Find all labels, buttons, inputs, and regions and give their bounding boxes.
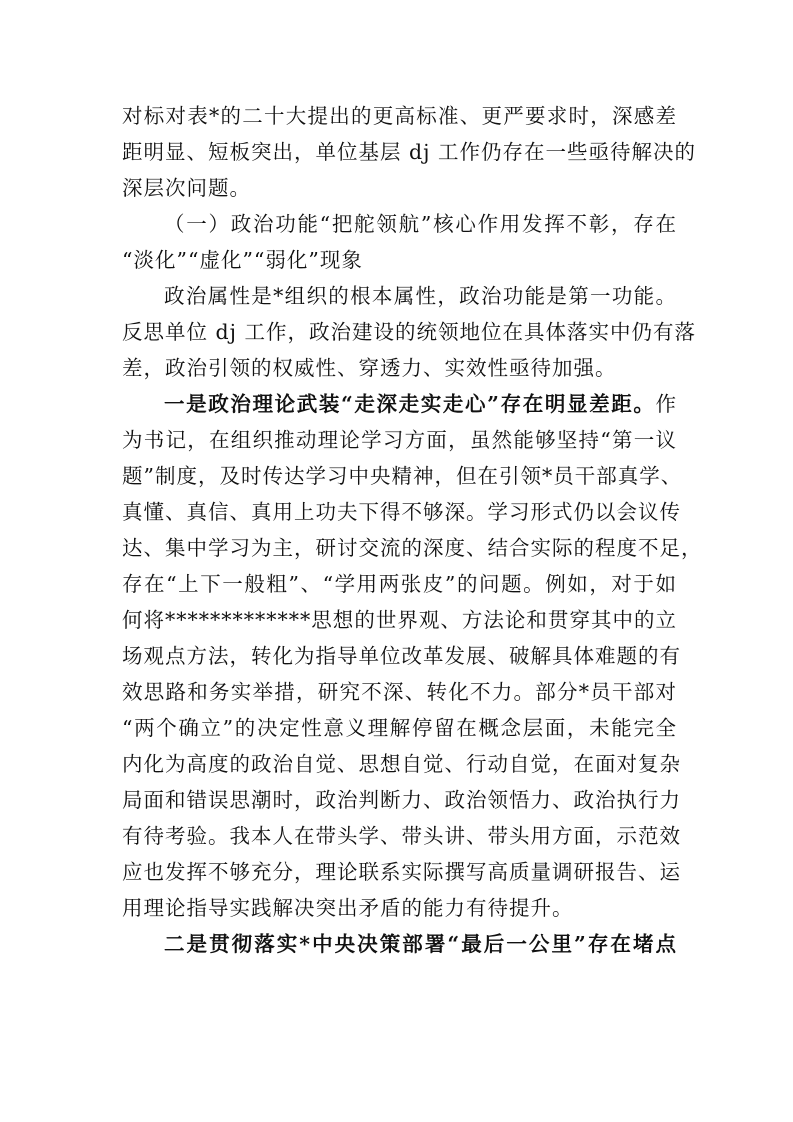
bold-lead-sentence: 二是贯彻落实*中央决策部署“最后一公里”存在堵点 [164, 932, 677, 956]
text-line [122, 566, 677, 602]
text-segment: 对标对表*的二十大提出的更高标准、更严要求时，深感差 [122, 104, 677, 128]
text-segment: 为书记，在组织推动理论学习方面，虽然能够坚持“第一议 [122, 428, 677, 452]
text-line [122, 458, 683, 494]
text-line [122, 710, 677, 746]
text-line [122, 818, 681, 854]
text-line [122, 782, 681, 818]
text-line [122, 278, 677, 314]
text-line [122, 926, 677, 962]
bold-lead-sentence: 一是政治理论武装“走深走实走心”存在明显差距。 [164, 392, 656, 416]
text-line [122, 746, 681, 782]
text-segment: “两个确立”的决定性意义理解停留在概念层面，未能完全 [122, 716, 677, 740]
text-line [122, 674, 677, 710]
text-line [122, 314, 697, 350]
text-line [122, 854, 681, 890]
text-segment: 深层次问题。 [122, 176, 251, 200]
text-line [122, 98, 677, 134]
text-segment: 用理论指导实践解决突出矛盾的能力有待提升。 [122, 896, 574, 920]
text-segment: 何将*************思想的世界观、方法论和贯穿其中的立 [122, 608, 677, 632]
text-segment: 有待考验。我本人在带头学、带头讲、带头用方面，示范效 [122, 824, 681, 848]
text-line [122, 386, 677, 422]
text-line [122, 494, 681, 530]
text-segment: 政治属性是*组织的根本属性，政治功能是第一功能。 [164, 284, 677, 308]
section-heading-text: “淡化”“虚化”“弱化”现象 [122, 248, 363, 272]
document-body [122, 98, 703, 962]
text-segment: 场观点方法，转化为指导单位改革发展、破解具体难题的有 [122, 644, 681, 668]
text-segment: 存在“上下一般粗”、“学用两张皮”的问题。例如，对于如 [122, 572, 677, 596]
text-segment: 效思路和务实举措，研究不深、转化不力。部分*员干部对 [122, 680, 677, 704]
text-line [122, 638, 681, 674]
text-segment: 达、集中学习为主，研讨交流的深度、结合实际的程度不足， [122, 536, 703, 560]
text-segment: 局面和错误思潮时，政治判断力、政治领悟力、政治执行力 [122, 788, 681, 812]
text-segment: 内化为高度的政治自觉、思想自觉、行动自觉，在面对复杂 [122, 752, 681, 776]
text-segment: 应也发挥不够充分，理论联系实际撰写高质量调研报告、运 [122, 860, 681, 884]
text-line [122, 422, 677, 458]
text-line [122, 350, 677, 386]
text-segment: 题”制度，及时传达学习中央精神，但在引领*员干部真学、 [122, 464, 683, 488]
text-segment: 作 [655, 392, 677, 416]
section-heading-line [122, 206, 677, 242]
text-line [122, 602, 677, 638]
section-heading-line [122, 242, 677, 278]
section-heading-text: （一）政治功能“把舵领航”核心作用发挥不彰，存在 [164, 212, 677, 236]
text-segment: 距明显、短板突出，单位基层 dj 工作仍存在一些亟待解决的 [122, 140, 697, 164]
text-line [122, 530, 703, 566]
text-segment: 差，政治引领的权威性、穿透力、实效性亟待加强。 [122, 356, 617, 380]
text-segment: 真懂、真信、真用上功夫下得不够深。学习形式仍以会议传 [122, 500, 681, 524]
text-line [122, 890, 677, 926]
text-segment: 反思单位 dj 工作，政治建设的统领地位在具体落实中仍有落 [122, 320, 697, 344]
text-line [122, 170, 677, 206]
text-line [122, 134, 697, 170]
